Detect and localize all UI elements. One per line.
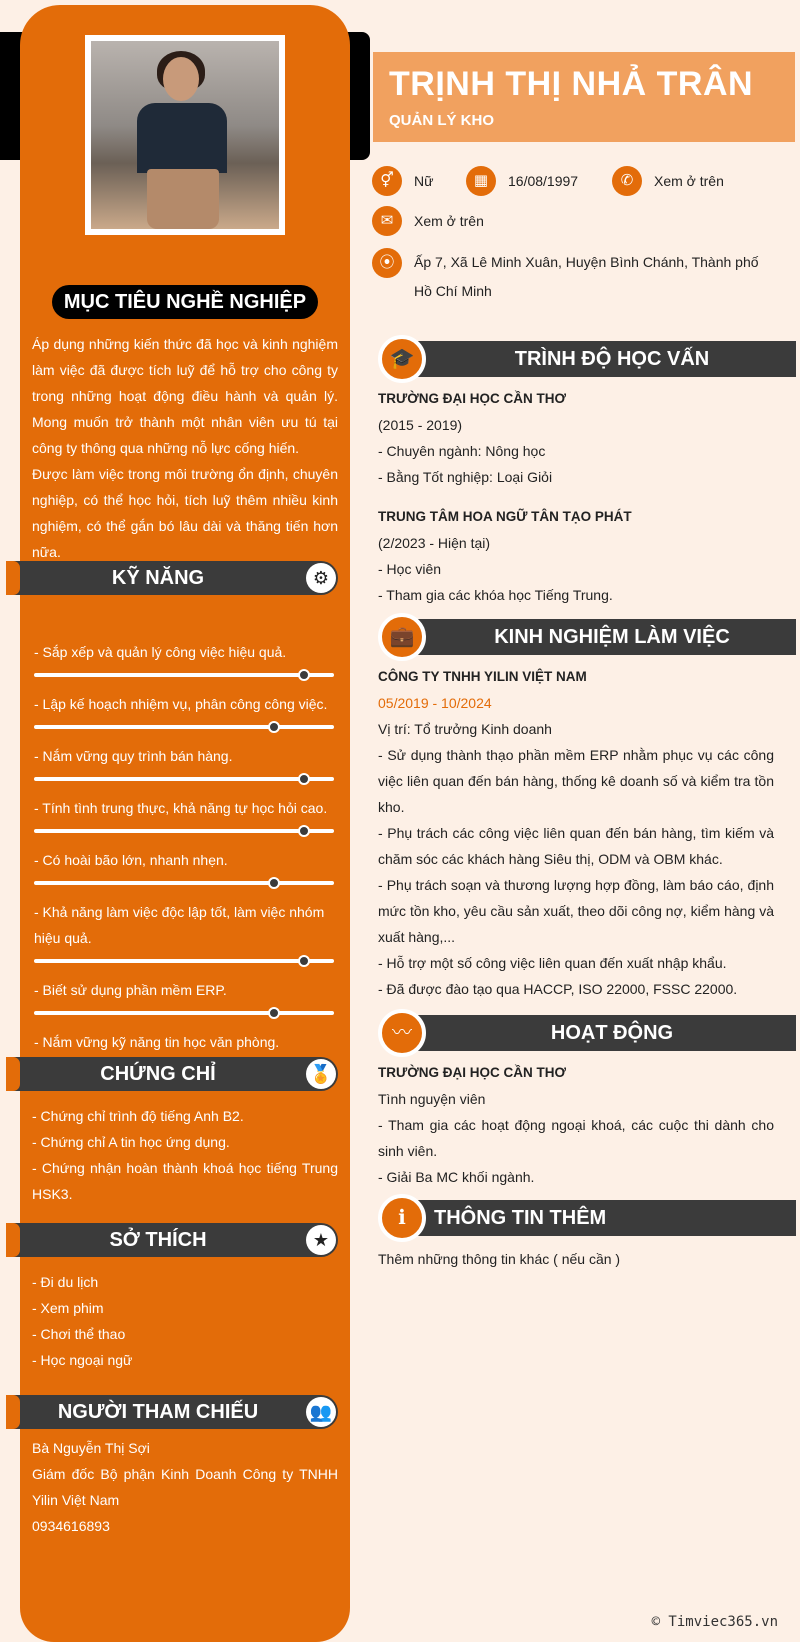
extra-title: THÔNG TIN THÊM [408, 1200, 796, 1236]
extra-text: Thêm những thông tin khác ( nếu cần ) [378, 1251, 621, 1267]
hobbies-title: SỞ THÍCH [109, 1229, 207, 1251]
address-value: Ấp 7, Xã Lê Minh Xuân, Huyện Bình Chánh, Thành phố Hồ Chí Minh [414, 254, 759, 299]
references-title: NGƯỜI THAM CHIẾU [57, 1401, 259, 1423]
briefcase-icon: 💼 [378, 613, 426, 661]
objective-paragraph-2: Được làm việc trong môi trường ổn định, chuyên nghiệp, có thể học hỏi, tích luỹ thêm nhiều kinh nghiệm, có thể gắn bó lâu dài và thăng tiến hơn nữa. [32, 466, 338, 560]
skill-item [34, 743, 334, 781]
list-item: - Chứng chỉ A tin học ứng dụng. [32, 1134, 230, 1150]
experience-position: Vị trí: Tổ trưởng Kinh doanh [378, 721, 552, 737]
skill-level-knob [268, 1007, 280, 1019]
list-item: - Chứng nhận hoàn thành khoá học tiếng Trung HSK3. [32, 1160, 338, 1202]
location-pin-icon: ⦿ [372, 248, 402, 278]
education-period-2: (2/2023 - Hiện tại) [378, 535, 491, 551]
experience-line: - Sử dụng thành thạo phần mềm ERP nhằm phục vụ các công việc liên quan đến bán hàng, thống kê doanh số và kiểm tra tồn kho. [378, 747, 774, 815]
skill-level-knob [298, 825, 310, 837]
phone-value: Xem ở trên [654, 173, 724, 189]
experience-block [378, 664, 774, 1002]
references-header [8, 1395, 338, 1429]
email-value: Xem ở trên [414, 213, 484, 229]
people-icon: 👥 [306, 1397, 336, 1427]
skill-label: - Có hoài bão lớn, nhanh nhẹn. [34, 852, 228, 868]
birthday-value: 16/08/1997 [508, 173, 579, 189]
reference-name: Bà Nguyễn Thị Sợi [32, 1440, 150, 1456]
certificates-header [8, 1057, 338, 1091]
education-list [378, 386, 774, 608]
gear-icon: ⚙ [306, 563, 336, 593]
certificates-title: CHỨNG CHỈ [100, 1063, 216, 1085]
skill-item [34, 847, 334, 885]
experience-line: - Hỗ trợ một số công việc liên quan đến xuất nhập khẩu. [378, 955, 727, 971]
experience-line: - Đã được đào tạo qua HACCP, ISO 22000, FSSC 22000. [378, 981, 738, 997]
experience-header [378, 619, 796, 655]
references-list [32, 1435, 338, 1539]
contact-gender [372, 166, 433, 196]
contact-phone [612, 166, 724, 196]
section-tab [6, 1395, 20, 1429]
candidate-name: TRỊNH THỊ NHẢ TRÂN [389, 65, 754, 103]
hobbies-header [8, 1223, 338, 1257]
spacer [378, 490, 774, 504]
mail-icon: ✉ [372, 206, 402, 236]
skill-level-bar [34, 777, 334, 781]
name-banner [373, 52, 795, 142]
skill-label: - Nắm vững kỹ năng tin học văn phòng. [34, 1034, 280, 1050]
contact-address [372, 248, 772, 306]
activities-header [378, 1015, 796, 1051]
reference-phone: 0934616893 [32, 1518, 110, 1534]
footer-brand: © Timviec365.vn [651, 1614, 778, 1630]
objective-paragraph-1: Áp dụng những kiến thức đã học và kinh nghiệm làm việc đã được tích luỹ để hỗ trợ cho công ty trong những hoạt động điều hành và quản lý. Mong muốn trở thành một nhân viên ưu tú tại công ty thông qua những nỗ lực cống hiến. [32, 336, 338, 456]
skill-level-bar [34, 725, 334, 729]
job-title: QUẢN LÝ KHO [389, 112, 494, 129]
education-line: - Chuyên ngành: Nông học [378, 443, 546, 459]
list-item: - Học ngoại ngữ [32, 1352, 133, 1368]
experience-line: - Phụ trách soạn và thương lượng hợp đồng, làm báo cáo, định mức tồn kho, yêu cầu sản xuất, theo dõi công nợ, kiểm hàng và xuất hàng,... [378, 877, 774, 945]
graduation-cap-icon: 🎓 [378, 335, 426, 383]
pulse-icon: 〰 [378, 1009, 426, 1057]
skill-label: - Khả năng làm việc độc lập tốt, làm việc nhóm hiệu quả. [34, 904, 325, 946]
skill-label: - Biết sử dụng phần mềm ERP. [34, 982, 227, 998]
skill-level-knob [298, 669, 310, 681]
list-item: - Đi du lịch [32, 1274, 99, 1290]
activities-role: Tình nguyện viên [378, 1091, 486, 1107]
experience-line: - Phụ trách các công việc liên quan đến bán hàng, tìm kiếm và chăm sóc các khách hàng Siêu thị, ODM và OBM khác. [378, 825, 774, 867]
skill-level-bar [34, 1011, 334, 1015]
objective-title: MỤC TIÊU NGHỀ NGHIỆP [52, 285, 318, 319]
objective-text [32, 331, 338, 565]
hobbies-list [32, 1269, 338, 1373]
activities-block [378, 1060, 774, 1190]
education-org-1: TRƯỜNG ĐẠI HỌC CẦN THƠ [378, 391, 566, 406]
photo-face [163, 57, 199, 101]
left-column [20, 5, 350, 1642]
skill-level-bar [34, 673, 334, 677]
skills-header [8, 561, 338, 595]
skill-level-knob [298, 773, 310, 785]
photo-jacket [137, 103, 227, 173]
education-header [378, 341, 796, 377]
photo-skirt [147, 169, 219, 229]
education-period-1: (2015 - 2019) [378, 417, 463, 433]
skill-label: - Tính tình trung thực, khả năng tự học hỏi cao. [34, 800, 328, 816]
list-item: - Xem phim [32, 1300, 104, 1316]
list-item: - Chứng chỉ trình độ tiếng Anh B2. [32, 1108, 244, 1124]
calendar-icon: ▦ [466, 166, 496, 196]
activities-line: - Giải Ba MC khối ngành. [378, 1169, 535, 1185]
info-icon: ℹ [378, 1194, 426, 1242]
skill-level-bar [34, 829, 334, 833]
skill-level-bar [34, 881, 334, 885]
contact-email [372, 206, 484, 236]
skill-label: - Lập kế hoạch nhiệm vụ, phân công công việc. [34, 696, 328, 712]
education-line: - Bằng Tốt nghiệp: Loại Giỏi [378, 469, 553, 485]
skill-label: - Sắp xếp và quản lý công việc hiệu quả. [34, 644, 287, 660]
education-line: - Tham gia các khóa học Tiếng Trung. [378, 587, 613, 603]
skills-list [34, 639, 334, 1081]
skill-item [34, 639, 334, 677]
experience-period: 05/2019 - 10/2024 [378, 695, 492, 711]
contact-birthday [466, 166, 578, 196]
star-icon: ★ [306, 1225, 336, 1255]
section-tab [6, 1223, 20, 1257]
skill-level-knob [268, 721, 280, 733]
skill-level-bar [34, 959, 334, 963]
skill-item [34, 899, 334, 963]
extra-block [378, 1246, 774, 1272]
skills-title: KỸ NĂNG [111, 567, 205, 589]
phone-icon: ✆ [612, 166, 642, 196]
gender-value: Nữ [414, 173, 434, 189]
skill-item [34, 691, 334, 729]
section-tab [6, 1057, 20, 1091]
education-title: TRÌNH ĐỘ HỌC VẤN [408, 341, 796, 377]
experience-title: KINH NGHIỆM LÀM VIỆC [408, 619, 796, 655]
skill-item [34, 795, 334, 833]
reference-position: Giám đốc Bộ phận Kinh Doanh Công ty TNHH Yilin Việt Nam [32, 1466, 338, 1508]
certificates-list [32, 1103, 338, 1207]
section-tab [6, 561, 20, 595]
gender-icon: ⚥ [372, 166, 402, 196]
profile-photo [91, 41, 279, 229]
skill-label: - Nắm vững quy trình bán hàng. [34, 748, 233, 764]
skill-level-knob [268, 877, 280, 889]
award-icon: 🏅 [306, 1059, 336, 1089]
education-line: - Học viên [378, 561, 442, 577]
education-org-2: TRUNG TÂM HOA NGỮ TÂN TẠO PHÁT [378, 509, 632, 524]
extra-header [378, 1200, 796, 1236]
experience-org: CÔNG TY TNHH YILIN VIỆT NAM [378, 669, 587, 684]
skill-item [34, 977, 334, 1015]
skill-level-knob [298, 955, 310, 967]
activities-org: TRƯỜNG ĐẠI HỌC CẦN THƠ [378, 1065, 566, 1080]
profile-photo-frame [85, 35, 285, 235]
activities-line: - Tham gia các hoạt động ngoại khoá, các cuộc thi dành cho sinh viên. [378, 1117, 774, 1159]
activities-title: HOẠT ĐỘNG [408, 1015, 796, 1051]
list-item: - Chơi thể thao [32, 1326, 126, 1342]
